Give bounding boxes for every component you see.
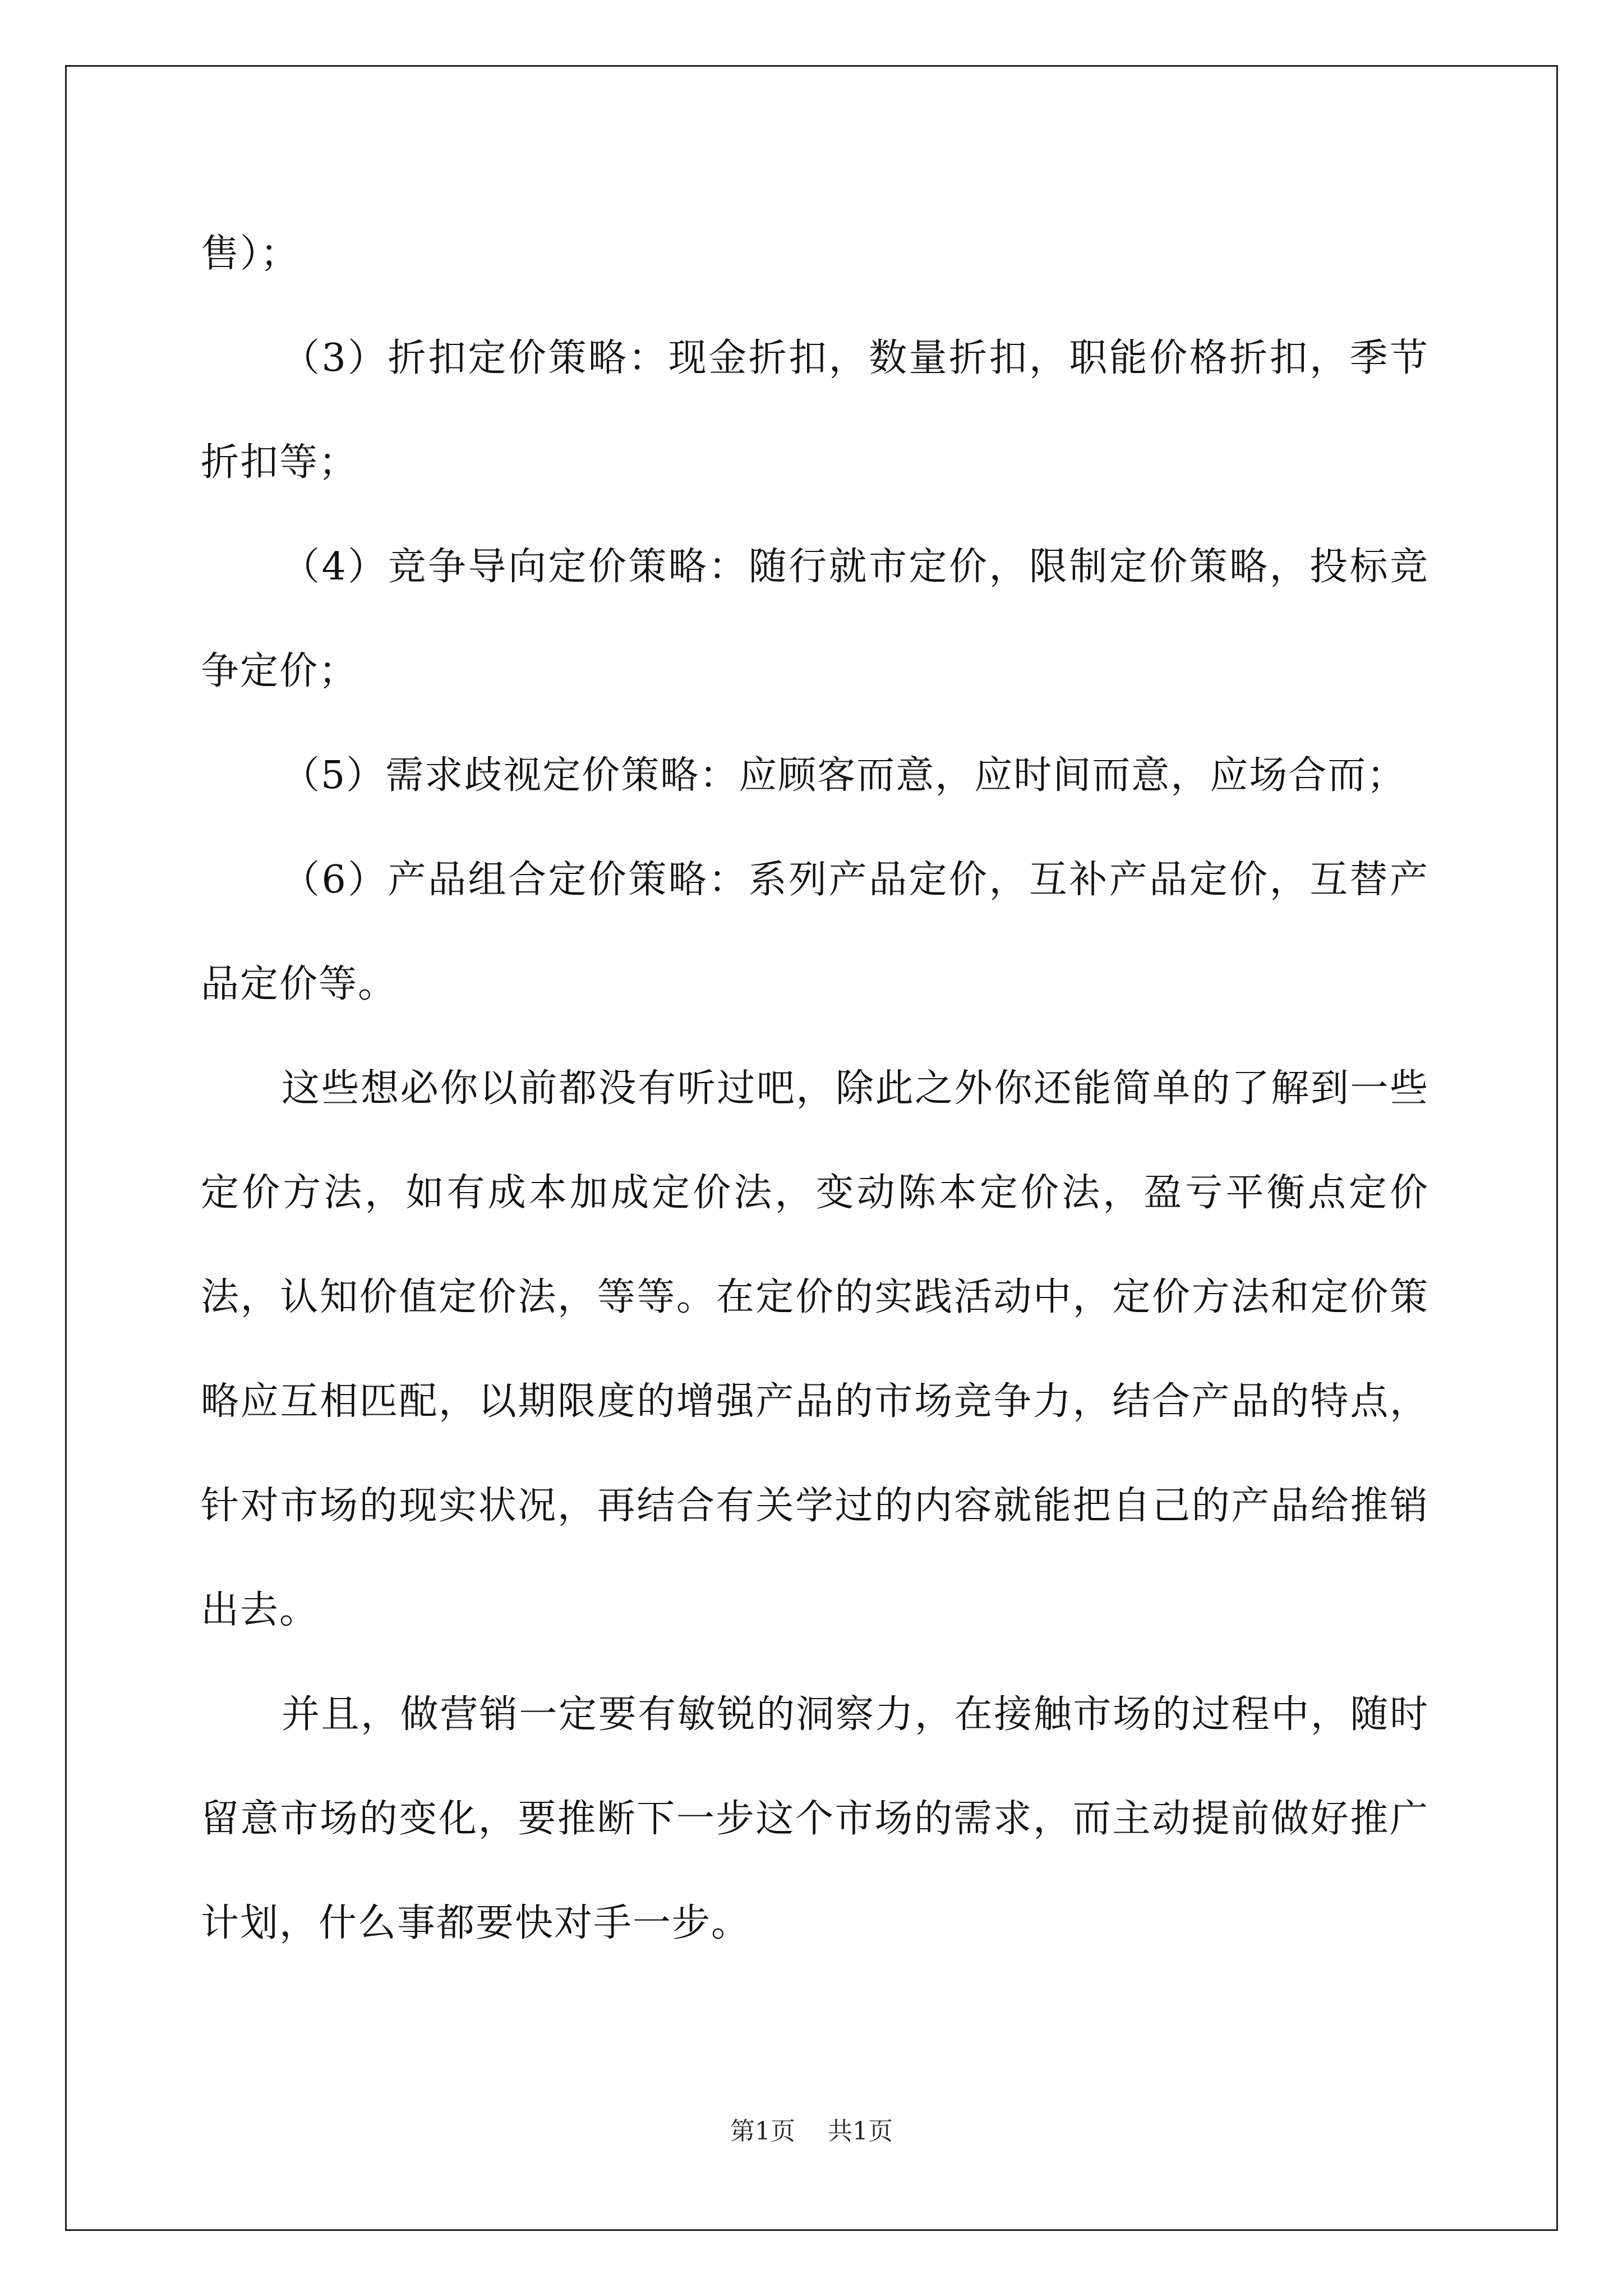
page-number: 第1页: [730, 2117, 795, 2146]
paragraph-4: （5）需求歧视定价策略：应顾客而意，应时间而意，应场合而；: [282, 753, 1407, 798]
paragraph-5: （6）产品组合定价策略：系列产品定价，互补产品定价，互替产品定价等。: [201, 858, 1429, 1006]
paragraph-1: 售）；: [201, 232, 300, 276]
document-body: [201, 202, 1429, 1976]
paragraph-2: （3）折扣定价策略：现金折扣，数量折扣，职能价格折扣，季节折扣等；: [201, 336, 1429, 485]
paragraph-6: 这些想必你以前都没有听过吧，除此之外你还能简单的了解到一些定价方法，如有成本加成定价法，变动陈本定价法，盈亏平衡点定价法，认知价值定价法，等等。在定价的实践活动中，定价方法和定价策略应互相匹配，以期限度的增强产品的市场竞争力，结合产品的特点，针对市场的现实状况，再结合有关学过的内容就能把自己的产品给推销出去。: [201, 1066, 1429, 1632]
paragraph-3: （4）竞争导向定价策略：随行就市定价，限制定价策略，投标竞争定价；: [201, 545, 1429, 693]
page-total: 共1页: [828, 2117, 893, 2146]
page-footer: [0, 2115, 1623, 2148]
paragraph-7: 并且，做营销一定要有敏锐的洞察力，在接触市场的过程中，随时留意市场的变化，要推断下一步这个市场的需求，而主动提前做好推广计划，什么事都要快对手一步。: [201, 1692, 1429, 1945]
